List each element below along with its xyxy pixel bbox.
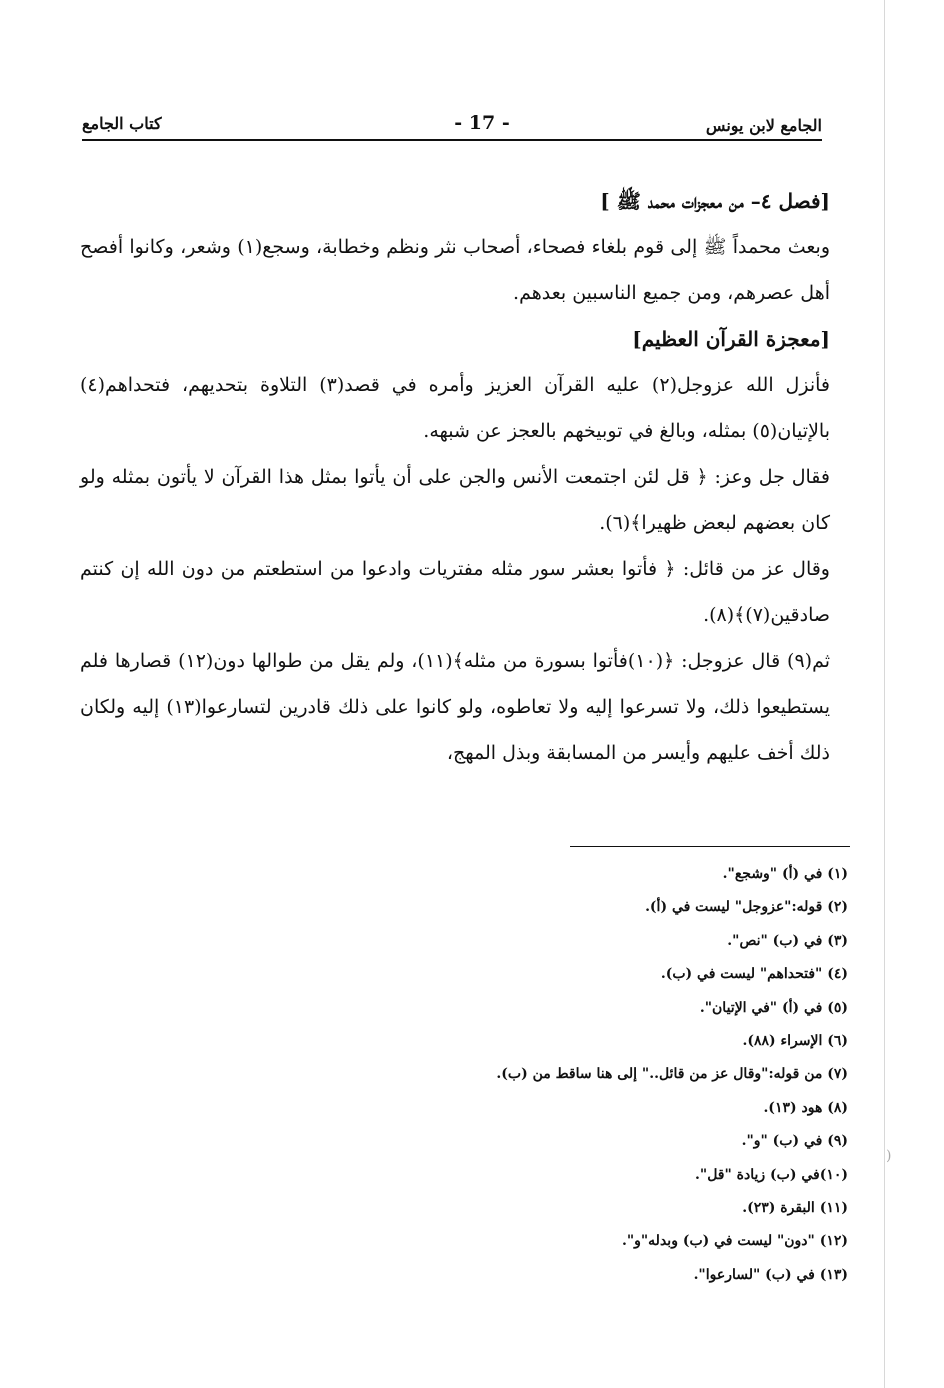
footnote-separator xyxy=(570,846,850,847)
footnotes xyxy=(248,858,848,1292)
paragraph: فأنزل الله عزوجل(٢) عليه القرآن العزيز وأمره في قصد(٣) التلاوة بتحديهم، فتحداهم(٤) بالإتيان(٥) بمثله، وبالغ في توبيخهم بالعجز عن شبهه. xyxy=(80,374,830,442)
footnote: (١) في (أ) "وشجع". xyxy=(722,866,848,882)
footnote: (٨) هود (١٣). xyxy=(763,1099,848,1116)
header-chapter-title: كتاب الجامع xyxy=(82,114,162,133)
running-header xyxy=(82,112,822,142)
subsection-heading: [معجزة القرآن العظيم] xyxy=(632,327,830,351)
page-edge-mark: ) xyxy=(886,1148,892,1164)
page-edge-line xyxy=(884,0,885,1388)
footnote: (١٠)في (ب) زيادة "قل". xyxy=(695,1166,848,1183)
footnote: (١٣) في (ب) "لسارعوا". xyxy=(693,1266,848,1283)
footnote: (٣) في (ب) "نص". xyxy=(727,932,848,949)
footnote: (٤) "فتحداهم" ليست في (ب). xyxy=(660,966,848,983)
footnote: (٦) الإسراء (٨٨). xyxy=(742,1032,848,1049)
main-text xyxy=(80,178,830,776)
section-heading: [فصل ٤– من معجزات محمد ﷺ ] xyxy=(600,189,830,213)
footnote: (٧) من قوله:"وقال عز من قائل.." إلى هنا ساقط من (ب). xyxy=(496,1066,848,1083)
footnote: (٢) قوله:"عزوجل" ليست في (أ). xyxy=(645,899,848,916)
paragraph: وبعث محمداً ﷺ إلى قوم بلغاء فصحاء، أصحاب نثر ونظم وخطابة، وسجع(١) وشعر، وكانوا أفصح أهل عصرهم، ومن جميع الناسبين بعدهم. xyxy=(80,236,831,304)
footnote: (٥) في (أ) "في الإتيان". xyxy=(699,999,848,1016)
page-number: - 17 - xyxy=(454,112,510,134)
header-rule xyxy=(82,139,822,141)
paragraph: ثم(٩) قال عزوجل: ﴿(١٠)فأتوا بسورة من مثله﴾(١١)، ولم يقل من طوالها دون(١٢) قصارها فلم يستطيعوا ذلك، ولا تسرعوا إليه ولا تعاطوه، ولو كانوا على ذلك قادرين لتسارعوا(١٣) إليه ولكان ذلك أخف عليهم وأيسر من المسابقة وبذل المهج، xyxy=(80,650,831,764)
header-book-title: الجامع لابن يونس xyxy=(705,116,822,135)
paragraph: فقال جل وعز: ﴿ قل لئن اجتمعت الأنس والجن على أن يأتوا بمثل هذا القرآن لا يأتون بمثله ولو كان بعضهم لبعض ظهيرا﴾(٦). xyxy=(80,466,830,534)
footnote: (١١) البقرة (٢٣). xyxy=(742,1199,848,1216)
footnote: (٩) في (ب) "و". xyxy=(741,1133,848,1150)
footnote: (١٢) "دون" ليست في (ب) وبدله"و". xyxy=(621,1233,848,1250)
paragraph: وقال عز من قائل: ﴿ فأتوا بعشر سور مثله مفتريات وادعوا من استطعتم من دون الله إن كنتم صادقين(٧)﴾(٨). xyxy=(80,558,830,626)
